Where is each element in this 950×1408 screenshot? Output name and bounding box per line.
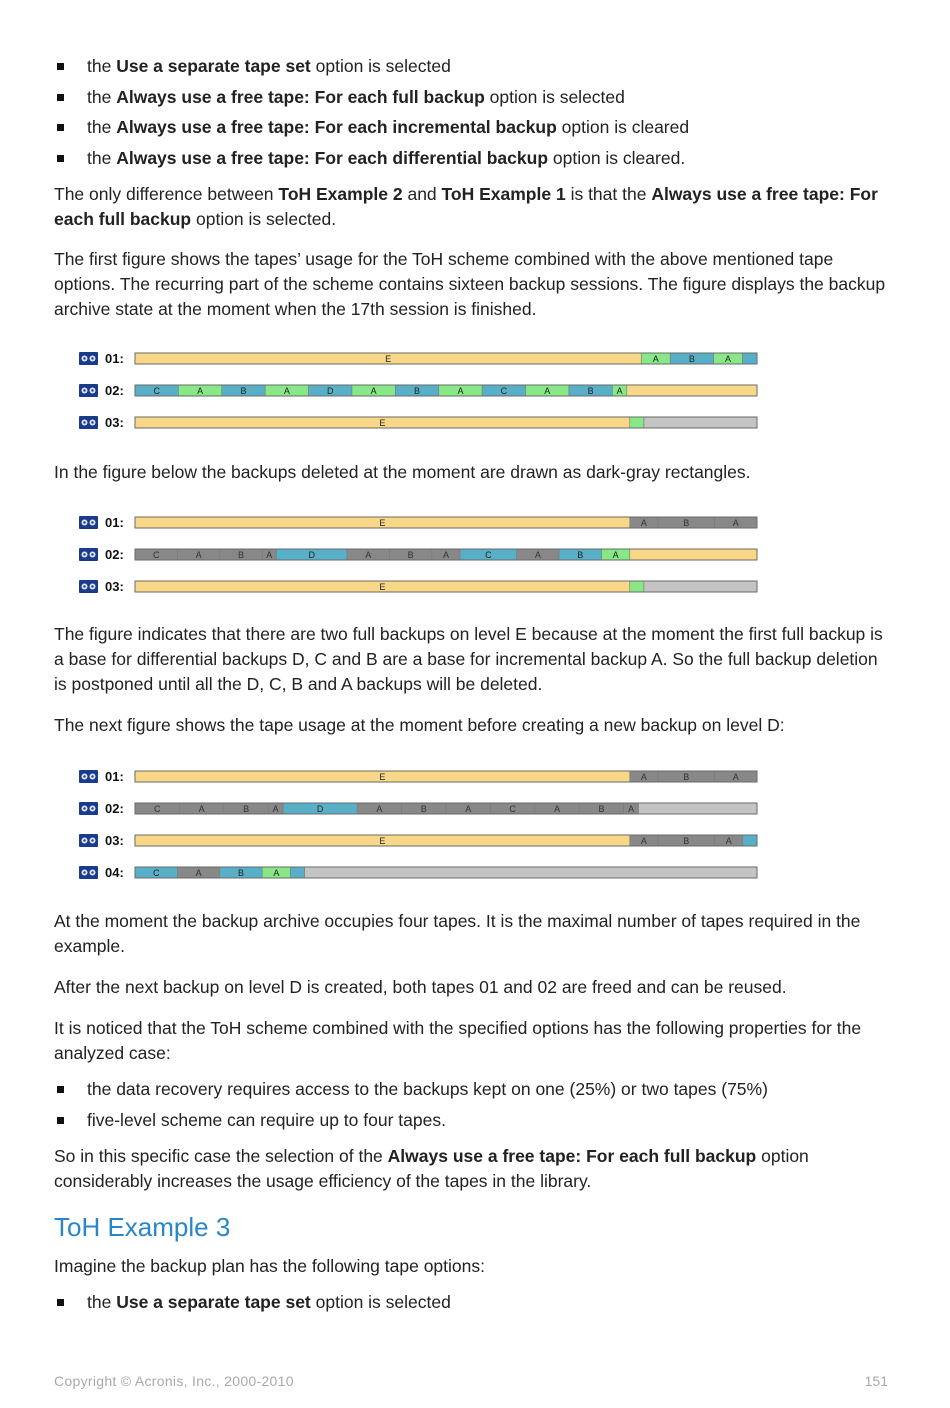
backup-level-label: B [420, 804, 427, 814]
backup-level-label: A [544, 386, 551, 396]
backup-level-label: C [485, 550, 492, 560]
backup-level-label: C [509, 804, 516, 814]
backup-level-label: B [240, 386, 247, 396]
backup-level-label: A [628, 804, 635, 814]
backup-level-label: A [457, 386, 464, 396]
tape-icon [79, 516, 98, 529]
backup-level-label: A [365, 550, 372, 560]
bullet-square-icon [57, 1117, 64, 1124]
backup-level-label: A [616, 386, 623, 396]
backup-segment-full [630, 549, 757, 560]
paragraph-deleted-note: In the figure below the backups deleted at the moment are drawn as dark-gray rectangles. [54, 462, 751, 482]
backup-level-label: A [195, 868, 202, 878]
paragraph-difference: The only difference between ToH Example 2 and ToH Example 1 is that the Always use a free tape: For each full backup option is selected. [54, 184, 878, 229]
backup-level-label: C [153, 386, 160, 396]
backup-level-label: B [238, 868, 245, 878]
tape-label: 01: [105, 769, 124, 784]
backup-level-label: A [640, 772, 647, 782]
backup-segment-differential [743, 835, 757, 846]
tape-label: 01: [105, 351, 124, 366]
bullet-square-icon [57, 63, 64, 70]
backup-level-label: E [385, 354, 392, 364]
tape-icon [79, 384, 98, 397]
backup-level-label: A [465, 804, 472, 814]
tape-icon [79, 416, 98, 429]
backup-level-label: B [577, 550, 584, 560]
bullet-square-icon [57, 124, 64, 131]
paragraph-properties: It is noticed that the ToH scheme combined with the specified options has the following properties for the analyzed case: [54, 1018, 862, 1063]
backup-segment-differential [743, 353, 757, 364]
tape-label: 03: [105, 579, 124, 594]
backup-level-label: A [376, 804, 383, 814]
tape-label: 04: [105, 865, 124, 880]
tape-figure-1 [78, 348, 760, 449]
tape-label: 02: [105, 547, 124, 562]
tape-usage-diagram [78, 348, 760, 444]
backup-level-label: A [534, 550, 541, 560]
backup-level-label: A [266, 550, 273, 560]
backup-level-label: B [238, 550, 245, 560]
backup-level-label: B [683, 518, 690, 528]
backup-level-label: A [554, 804, 561, 814]
backup-level-label: C [152, 550, 160, 560]
backup-level-label: C [153, 804, 161, 814]
backup-segment-free [305, 867, 757, 878]
tape-label: 03: [105, 833, 124, 848]
backup-level-label: D [327, 386, 334, 396]
backup-level-label: A [442, 550, 450, 560]
backup-level-label: B [414, 386, 421, 396]
backup-segment-differential [291, 867, 305, 878]
paragraph-four-tapes: At the moment the backup archive occupies four tapes. It is the maximal number of tapes required in the example. [54, 911, 861, 956]
backup-level-label: B [587, 386, 594, 396]
tape-icon [79, 770, 98, 783]
paragraph-next-figure: The next figure shows the tape usage at the moment before creating a new backup on level D: [54, 715, 785, 735]
tape-label: 02: [105, 383, 124, 398]
tape-label: 03: [105, 415, 124, 430]
backup-level-label: C [500, 386, 508, 396]
paragraph-conclusion: So in this specific case the selection of the Always use a free tape: For each full backup option considerably increases the usage efficiency of the tapes in the library. [54, 1146, 809, 1191]
backup-level-label: A [725, 354, 732, 364]
tape-icon [79, 802, 98, 815]
backup-level-label: A [652, 354, 659, 364]
backup-segment-free [644, 417, 757, 428]
backup-level-label: C [152, 868, 160, 878]
paragraph-indicates: The figure indicates that there are two full backups on level E because at the moment the first full backup is a base for differential backups D, C and B are a base for incremental backup A. So the full backup deletion is postponed until all the D, C, B and A backups will be deleted. [54, 624, 883, 694]
tape-icon [79, 834, 98, 847]
backup-level-label: A [273, 868, 280, 878]
tape-icon [79, 548, 98, 561]
backup-level-label: A [197, 386, 204, 396]
footer-copyright: Copyright © Acronis, Inc., 2000-2010 [54, 1373, 294, 1389]
backup-level-label: B [407, 550, 414, 560]
backup-level-label: B [688, 354, 695, 364]
tape-figure-3 [78, 766, 760, 899]
tape-usage-diagram [78, 512, 760, 608]
tape-label: 02: [105, 801, 124, 816]
paragraph-first-figure: The first figure shows the tapes’ usage for the ToH scheme combined with the above mentioned tape options. The recurring part of the scheme contains sixteen backup sessions. The figure displays the backup archive state at the moment when the 17th session is finished. [54, 249, 886, 319]
backup-level-label: B [243, 804, 250, 814]
tape-icon [79, 580, 98, 593]
paragraph-imagine: Imagine the backup plan has the following tape options: [54, 1256, 485, 1276]
paragraph-freed: After the next backup on level D is created, both tapes 01 and 02 are freed and can be reused. [54, 977, 787, 997]
backup-level-label: B [683, 772, 690, 782]
tape-icon [79, 866, 98, 879]
backup-level-label: A [370, 386, 377, 396]
page-number: 151 [864, 1373, 888, 1389]
tape-figure-2 [78, 512, 760, 613]
backup-level-label: A [640, 836, 647, 846]
backup-segment-incremental [630, 581, 644, 592]
backup-level-label: E [379, 836, 386, 846]
backup-level-label: A [272, 804, 279, 814]
backup-segment-free [644, 581, 757, 592]
backup-segment-full [627, 385, 757, 396]
bullet-square-icon [57, 94, 64, 101]
backup-level-label: B [683, 836, 690, 846]
backup-level-label: A [732, 518, 739, 528]
tape-label: 01: [105, 515, 124, 530]
backup-segment-free [639, 803, 757, 814]
backup-level-label: A [198, 804, 205, 814]
backup-level-label: A [725, 836, 732, 846]
bullet-square-icon [57, 1299, 64, 1306]
backup-level-label: E [379, 582, 386, 592]
backup-level-label: A [640, 518, 647, 528]
backup-level-label: D [316, 804, 324, 814]
backup-level-label: E [379, 518, 386, 528]
backup-level-label: A [283, 386, 290, 396]
tape-usage-diagram [78, 766, 760, 894]
backup-level-label: D [308, 550, 315, 560]
backup-level-label: A [612, 550, 619, 560]
bullet-square-icon [57, 1086, 64, 1093]
backup-level-label: A [732, 772, 739, 782]
backup-level-label: E [379, 418, 386, 428]
backup-level-label: E [379, 772, 386, 782]
bullet-square-icon [57, 155, 64, 162]
backup-segment-incremental [630, 417, 644, 428]
section-heading: ToH Example 3 [54, 1212, 231, 1242]
backup-level-label: B [598, 804, 605, 814]
backup-level-label: A [195, 550, 202, 560]
tape-icon [79, 352, 98, 365]
